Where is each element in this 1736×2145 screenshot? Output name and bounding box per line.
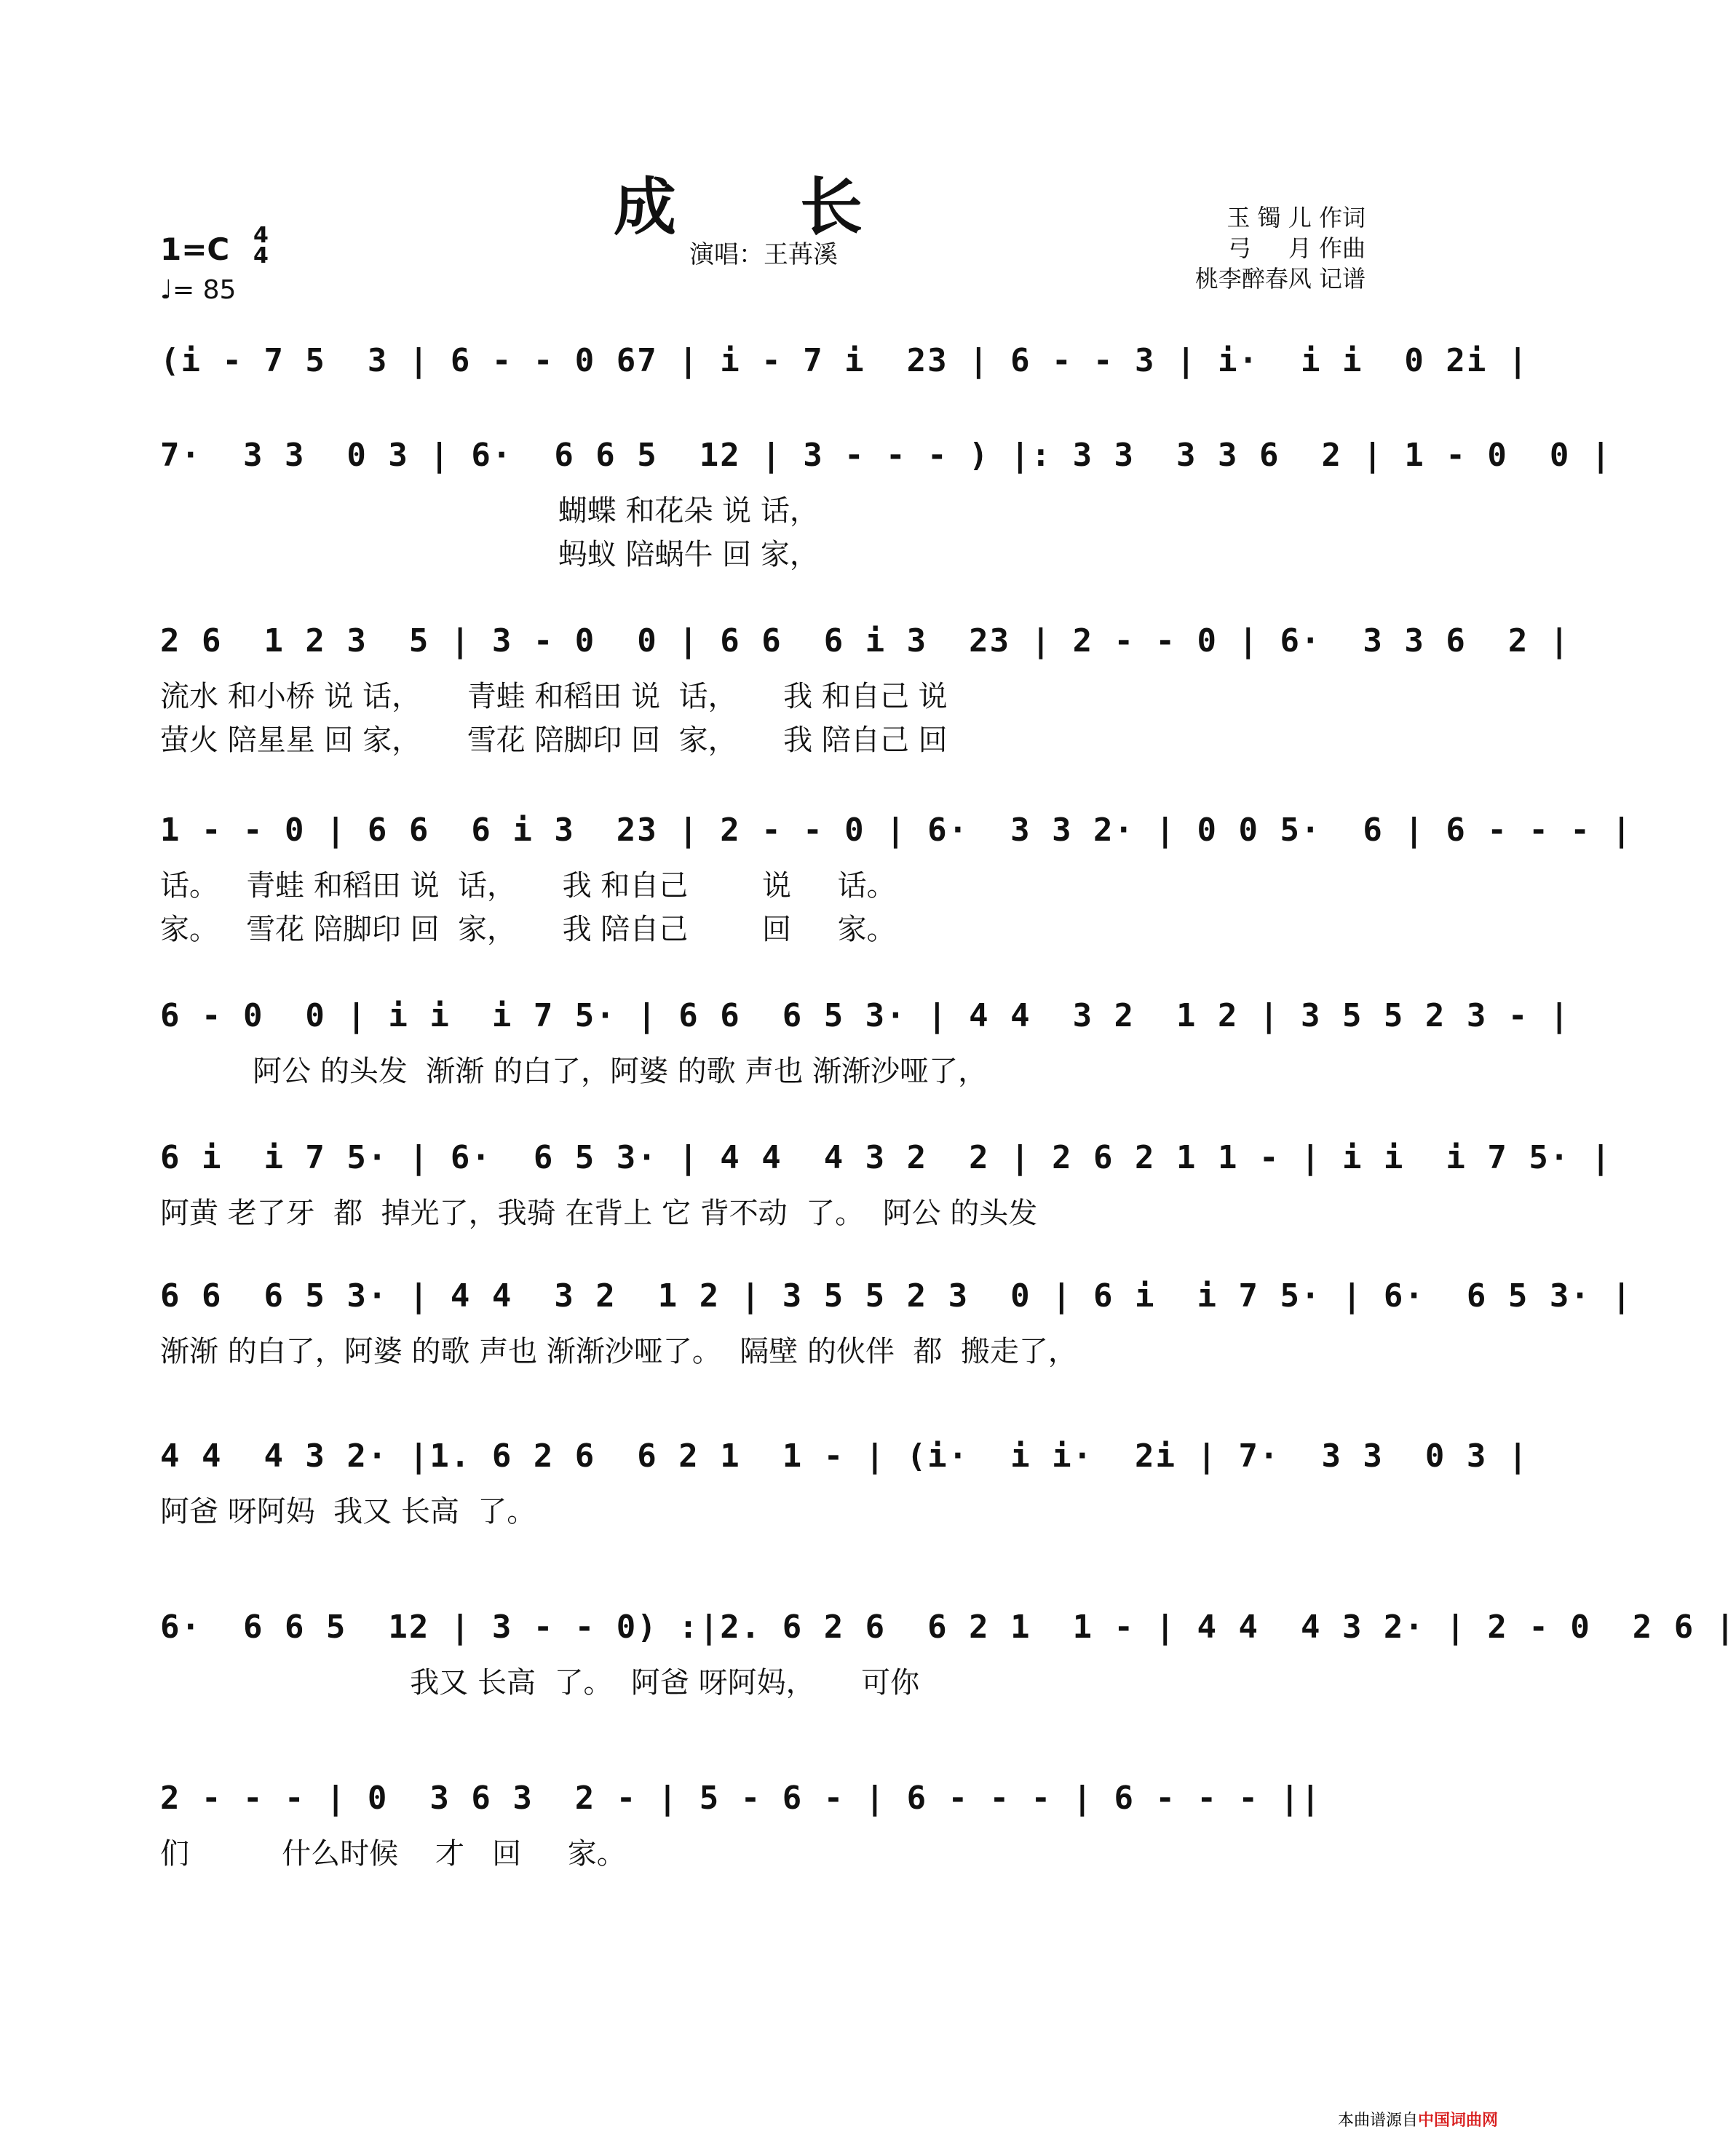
score-system-7 [160, 1277, 1633, 1372]
notation-line: 2 - - - | 0 3 6 3 2 - | 5 - 6 - | 6 - - - | 6 - - - || [160, 1780, 1322, 1817]
transcriber-credit: 桃李醉春风 记谱 [1194, 265, 1366, 293]
lyric-verse-1: 渐渐 的白了，阿婆 的歌 声也 渐渐沙哑了。 隔壁 的伙伴 都 搬走了， [160, 1335, 1077, 1368]
time-signature [253, 223, 269, 269]
notation-line: 6 - 0 0 | i i i 7 5· | 6 6 6 5 3· | 4 4 3 2 1 2 | 3 5 5 2 3 - | [160, 997, 1571, 1034]
right-edge-border [1517, 0, 1527, 2145]
lyric-verse-2: 萤火 陪星星 回 家， 雪花 陪脚印 回 家， 我 陪自己 回 [160, 723, 948, 757]
key-signature: 1=C [160, 231, 230, 267]
lyric-verse-2: 家。 雪花 陪脚印 回 家， 我 陪自己 回 家。 [160, 913, 896, 946]
lyric-verse-1: 阿爸 呀阿妈 我又 长高 了。 [160, 1495, 536, 1529]
left-edge-border [0, 0, 10, 2145]
score-system-10 [160, 1780, 1368, 1874]
notation-line: 7· 3 3 0 3 | 6· 6 6 5 12 | 3 - - - ) |: 3 3 3 3 6 2 | 1 - 0 0 | [160, 437, 1612, 474]
notation-line: 1 - - 0 | 6 6 6 i 3 23 | 2 - - 0 | 6· 3 3 2· | 0 0 5· 6 | 6 - - - | [160, 812, 1633, 849]
notation-line: 6 6 6 5 3· | 4 4 3 2 1 2 | 3 5 5 2 3 0 | 6 i i 7 5· | 6· 6 5 3· | [160, 1277, 1633, 1315]
score-system-5 [160, 997, 1571, 1092]
lyric-verse-2: 蚂蚁 陪蜗牛 回 家， [160, 538, 819, 571]
credits-block [1195, 202, 1366, 294]
time-signature-top: 4 [253, 223, 269, 248]
score-system-4 [160, 812, 1633, 950]
singer-credit: 演唱：王苒溪 [689, 240, 838, 269]
source-watermark [1338, 2108, 1498, 2130]
lyric-verse-1: 我又 长高 了。 阿爸 呀阿妈， 可你 [160, 1666, 920, 1700]
notation-line: 2 6 1 2 3 5 | 3 - 0 0 | 6 6 6 i 3 23 | 2 - - 0 | 6· 3 3 6 2 | [160, 622, 1571, 659]
lyricist-credit: 玉 镯 儿 作词 [1226, 204, 1366, 231]
score-system-1 [160, 342, 1529, 400]
song-title: 成 长 [614, 171, 913, 244]
notation-line: 6 i i 7 5· | 6· 6 5 3· | 4 4 4 3 2 2 | 2 6 2 1 1 - | i i i 7 5· | [160, 1139, 1612, 1176]
lyric-verse-1: 蝴蝶 和花朵 说 话， [160, 494, 819, 528]
watermark-prefix: 本曲谱源自 [1337, 2112, 1418, 2130]
watermark-site: 中国词曲网 [1417, 2112, 1498, 2130]
score-system-8 [160, 1438, 1529, 1532]
lyric-verse-1: 流水 和小桥 说 话， 青蛙 和稻田 说 话， 我 和自己 说 [160, 680, 948, 713]
time-signature-bottom: 4 [253, 243, 269, 269]
composer-credit: 弓 月 作曲 [1227, 234, 1366, 262]
notation-line: 4 4 4 3 2· |1. 6 2 6 6 2 1 1 - | (i· i i· 2i | 7· 3 3 0 3 | [160, 1438, 1529, 1475]
score-system-3 [160, 622, 1571, 761]
lyric-verse-1: 阿黄 老了牙 都 掉光了，我骑 在背上 它 背不动 了。 阿公 的头发 [160, 1197, 1038, 1230]
notation-line: (i - 7 5 3 | 6 - - 0 67 | i - 7 i 23 | 6 - - 3 | i· i i 0 2i | [160, 342, 1529, 379]
notation-line: 6· 6 6 5 12 | 3 - - 0) :|2. 6 2 6 6 2 1 1 - | 4 4 4 3 2· | 2 - 0 2 6 | [160, 1609, 1736, 1646]
lyric-verse-1: 们 什么时候 才 回 家。 [160, 1837, 626, 1871]
score-system-6 [160, 1139, 1612, 1234]
lyric-verse-1: 阿公 的头发 渐渐 的白了，阿婆 的歌 声也 渐渐沙哑了， [160, 1055, 988, 1088]
tempo-marking: ♩= 85 [160, 275, 237, 305]
score-system-9 [160, 1609, 1736, 1703]
lyric-verse-1: 话。 青蛙 和稻田 说 话， 我 和自己 说 话。 [160, 869, 896, 903]
score-system-2 [160, 437, 1612, 575]
